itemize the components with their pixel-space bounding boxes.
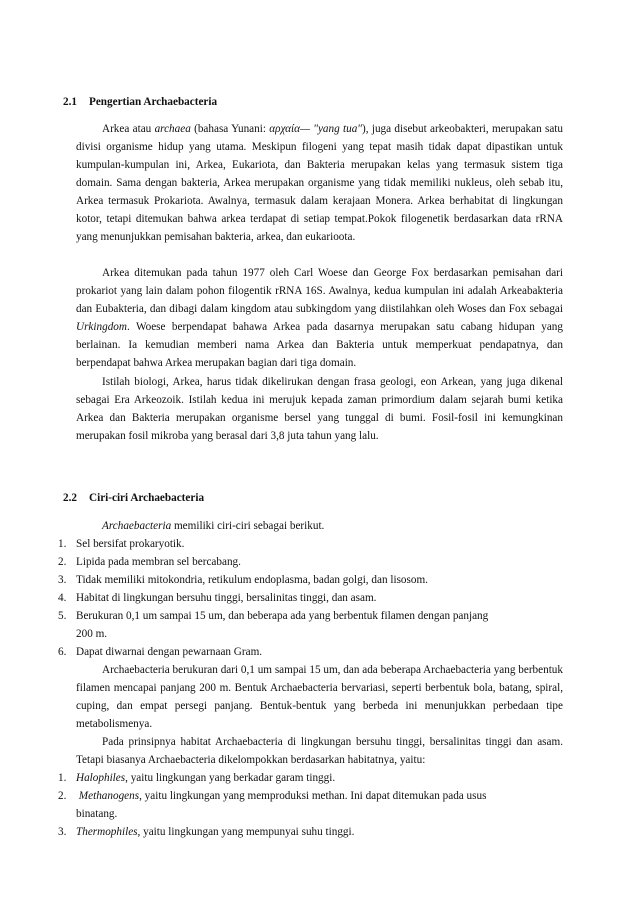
list-number: 6. [58, 646, 67, 658]
list-item [58, 643, 568, 661]
list-text: Berukuran 0,1 um sampai 15 um, dan beberapa ada yang berbentuk filamen dengan panjang [76, 610, 489, 622]
text-run: Arkea ditemukan pada tahun 1977 oleh Carl Woese dan George Fox berdasarkan pemisahan dari prokariot yang lain dalam pohon filogentik rRNA 16S. Awalnya, kedua kumpulan ini adalah Arkeabakteria dan Eubakteria, dan dibagi dalam kingdom atau subkingdom yang diistilahkan oleh Woses dan Fox sebagai [76, 267, 563, 315]
paragraph-characteristics-intro [76, 517, 563, 535]
list-number: 1. [58, 772, 67, 784]
list-number: 1. [58, 538, 67, 550]
list-text-continued: 200 m. [76, 628, 108, 640]
paragraph-habitat [76, 733, 563, 769]
section-number: 2.1 [63, 96, 77, 108]
section-heading-2-2 [63, 492, 204, 504]
habitat-term: Methanogens [78, 790, 140, 802]
text-run: Archaebacteria berukuran dari 0,1 um sampai 15 um, dan ada beberapa Archaebacteria yang berbentuk filamen mencapai panjang 200 m. Bentuk Archaebacteria bervariasi, seperti berbentuk bola, batang, spiral, cuping, dan empat persegi panjang. Bentuk-bentuk yang berbeda ini menunjukkan perbedaan tipe metabolismenya. [76, 664, 563, 730]
list-item [58, 589, 568, 607]
list-item [58, 823, 568, 841]
list-number: 2. [58, 790, 67, 802]
text-run: (bahasa Yunani: [190, 123, 270, 135]
text-run: . Woese berpendapat bahawa Arkea pada dasarnya merupakan satu cabang hidupan yang berlainan. Ia kemudian memberi nama Arkea dan Bakteria untuk memperkuat pendapatnya, dan berpendapat bahwa Arkea merupakan bagian dari tiga domain. [76, 321, 563, 369]
list-text: , yaitu lingkungan yang memproduksi methan. Ini dapat ditemukan pada usus [139, 790, 487, 802]
list-item [58, 571, 568, 589]
list-number: 3. [58, 826, 67, 838]
term-archaea: archaea [154, 123, 191, 135]
list-item [58, 787, 568, 823]
term-urkingdom: Urkingdom [76, 321, 127, 333]
list-number: 5. [58, 610, 67, 622]
text-run: ), juga disebut arkeobakteri, merupakan satu divisi organisme hidup yang utama. Meskipun filogeni yang tepat masih tidak dapat dipastikan untuk kumpulan-kumpulan ini, Arkea, Eukariota, dan Bakteria merupakan kelas yang termasuk sistem tiga domain. Sama dengan bakteria, Arkea merupakan organisme yang tidak memiliki nukleus, oleh sebab itu, Arkea termasuk Prokariota. Awalnya, termasuk dalam kerajaan Monera. Arkea berhabitat di lingkungan kotor, tetapi ditemukan bahwa arkea terdapat di setiap tempat.Pokok filogenetik berdasarkan data rRNA yang menunjukkan pemisahan bakteria, arkea, dan eukarioota. [76, 123, 564, 243]
habitat-term: Halophiles [76, 772, 126, 784]
list-number: 3. [58, 574, 67, 586]
list-text: , yaitu lingkungan yang mempunyai suhu tinggi. [137, 826, 355, 838]
term-archaebacteria: Archaebacteria [102, 520, 172, 532]
text-run: Arkea atau [102, 123, 155, 135]
list-item [58, 607, 568, 643]
list-text-continued: binatang. [76, 808, 118, 820]
greek-term: αρχαία— "yang tua" [269, 123, 363, 135]
list-number: 4. [58, 592, 67, 604]
paragraph-arkea-discovery [76, 264, 563, 372]
list-item [58, 535, 568, 553]
list-text: , yaitu lingkungan yang berkadar garam tinggi. [125, 772, 336, 784]
habitat-term: Thermophiles [76, 826, 138, 838]
list-text: Sel bersifat prokaryotik. [76, 538, 185, 550]
text-run: Pada prinsipnya habitat Archaebacteria di lingkungan bersuhu tinggi, bersalinitas tinggi dan asam. Tetapi biasanya Archaebacteria dikelompokkan berdasarkan habitatnya, yaitu: [76, 736, 563, 766]
text-run: memiliki ciri-ciri sebagai berikut. [171, 520, 325, 532]
list-text: Tidak memiliki mitokondria, retikulum endoplasma, badan golgi, dan lisosom. [76, 574, 428, 586]
paragraph-size-shape [76, 661, 563, 733]
paragraph-arkea-definition [76, 120, 563, 246]
list-text: Dapat diwarnai dengan pewarnaan Gram. [76, 646, 263, 658]
list-item [58, 769, 568, 787]
paragraph-arkea-terminology [76, 373, 563, 445]
list-item [58, 553, 568, 571]
section-title: Ciri-ciri Archaebacteria [89, 492, 205, 504]
text-run: Istilah biologi, Arkea, harus tidak dikelirukan dengan frasa geologi, eon Arkean, yang juga dikenal sebagai Era Arkeozoik. Istilah kedua ini merujuk kepada zaman primordium dalam sejarah bumi ketika Arkea dan Bakteria merupakan organisme bersel yang tunggal di bumi. Fosil-fosil ini kemungkinan merupakan fosil mikroba yang berasal dari 3,8 juta tahun yang lalu. [76, 376, 563, 442]
section-number: 2.2 [63, 492, 77, 504]
section-heading-2-1 [63, 96, 217, 108]
list-number: 2. [58, 556, 67, 568]
list-text: Lipida pada membran sel bercabang. [76, 556, 241, 568]
list-text: Habitat di lingkungan bersuhu tinggi, bersalinitas tinggi, dan asam. [76, 592, 377, 604]
section-title: Pengertian Archaebacteria [89, 96, 218, 108]
